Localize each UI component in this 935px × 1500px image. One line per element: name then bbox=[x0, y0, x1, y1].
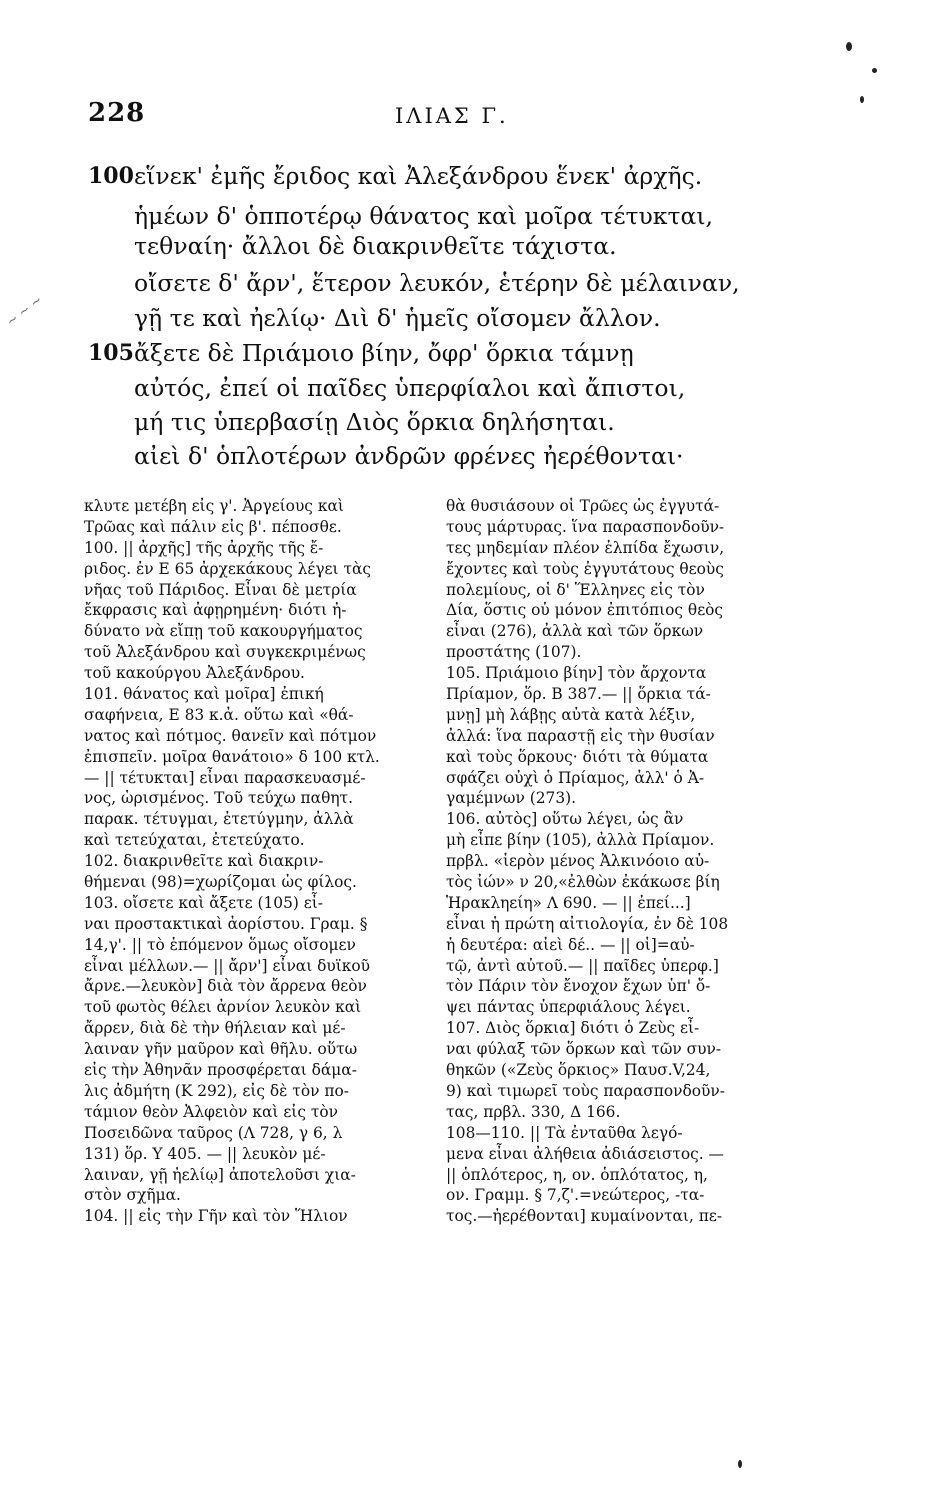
commentary-line: τας, πρβλ. 330, Δ 166. bbox=[446, 1102, 621, 1121]
commentary-line: θήμεναι (98)=χωρίζομαι ὡς φίλος. bbox=[84, 873, 357, 892]
verse-text: ἡμέων δ' ὁπποτέρῳ θάνατος καὶ μοῖρα τέτυκται, bbox=[134, 202, 714, 230]
verse-number: 100 bbox=[88, 163, 134, 189]
commentary-line: ριδος. ἐν Ε 65 ἀρχεκάκους λέγει τὰς bbox=[84, 559, 371, 578]
commentary-line: 131) ὅρ. Υ 405. — || λευκὸν μέ- bbox=[84, 1144, 326, 1163]
commentary-line: ἔχοντες καὶ τοὺς ἐγγυτάτους θεοὺς bbox=[446, 559, 724, 578]
commentary-line: εἰς τὴν Ἀθηνᾶν προσφέρεται δάμα- bbox=[84, 1061, 357, 1080]
verse-text: αὐτός, ἐπεί οἱ παῖδες ὑπερφίαλοι καὶ ἄπιστοι, bbox=[134, 374, 686, 402]
commentary-line: τους μάρτυρας. ἵνα παρασπονδοῦν- bbox=[446, 517, 725, 536]
commentary-line: τὸς ἰών» ν 20,«ἐλθὼν ἐκάκωσε βίη bbox=[446, 873, 720, 892]
commentary-line: τοῦ κακούργου Ἀλεξάνδρου. bbox=[84, 664, 305, 683]
commentary-line: γαμέμνων (273). bbox=[446, 789, 577, 808]
commentary-line: προστάτης (107). bbox=[446, 643, 582, 662]
commentary-line: 105. Πριάμοιο βίην] τὸν ἄρχοντα bbox=[446, 664, 707, 683]
commentary-line: λαιναν γῆν μαῦρον καὶ θῆλυ. οὕτω bbox=[84, 1040, 358, 1059]
commentary-line: παρακ. τέτυγμαι, ἐτετύγμην, ἀλλὰ bbox=[84, 810, 354, 829]
commentary-line: ἔκφρασις καὶ ἀφῃρημένη· διότι ἠ- bbox=[84, 601, 347, 620]
verse-text: εἵνεκ' ἐμῆς ἔριδος καὶ Ἀλεξάνδρου ἕνεκ' ἀρχῆς. bbox=[134, 162, 703, 190]
verse-text: οἴσετε δ' ἄρν', ἕτερον λευκόν, ἑτέρην δὲ μέλαιναν, bbox=[134, 269, 740, 297]
commentary-line: νῆας τοῦ Πάριδος. Εἶναι δὲ μετρία bbox=[84, 580, 357, 599]
commentary-line: σαφήνεια, Ε 83 κ.ἀ. οὕτω καὶ «θά- bbox=[84, 705, 354, 724]
commentary-line: Πρίαμον, ὅρ. Β 387.— || ὅρκια τά- bbox=[446, 685, 711, 704]
commentary-line: || ὁπλότερος, η, ον. ὁπλότατος, η, bbox=[446, 1165, 708, 1184]
commentary-line: 107. Διὸς ὅρκια] διότι ὁ Ζεὺς εἶ- bbox=[446, 1019, 700, 1038]
commentary-line: 102. διακρινθεῖτε καὶ διακριν- bbox=[84, 852, 324, 871]
commentary-line: μὴ εἶπε βίην (105), ἀλλὰ Πρίαμον. bbox=[446, 831, 715, 850]
commentary-line: τὸν Πάριν τὸν ἔνοχον ἔχων ὑπ' ὄ- bbox=[446, 977, 711, 996]
commentary-line: Τρῶας καὶ πάλιν εἰς β'. πέποσθε. bbox=[84, 517, 342, 536]
commentary-right-column bbox=[446, 496, 792, 1227]
commentary-line: ἀλλά: ἵνα παραστῇ εἰς τὴν θυσίαν bbox=[446, 726, 715, 745]
commentary-line: μενα εἶναι ἀλήθεια ἀδιάσειστος. — bbox=[446, 1144, 724, 1163]
commentary-line: καὶ τοὺς ὅρκους· διότι τὰ θύματα bbox=[446, 747, 709, 766]
verse-line bbox=[0, 263, 820, 303]
commentary-line: κλυτε μετέβη εἰς γ'. Ἀργείους καὶ bbox=[84, 497, 344, 515]
commentary-line: Δία, ὅστις οὐ μόνον ἐπιτόπιος θεὸς bbox=[446, 601, 724, 620]
commentary-line: 101. θάνατος καὶ μοῖρα] ἐπική bbox=[84, 685, 324, 704]
commentary-line: ψει πάντας ὑπερφιάλους λέγει. bbox=[446, 998, 691, 1017]
verse-text: γῇ τε καὶ ἠελίῳ· Διὶ δ' ἡμεῖς οἴσομεν ἄλλον. bbox=[134, 304, 661, 332]
commentary-line: καὶ τετεύχαται, ἐτετεύχατο. bbox=[84, 831, 305, 850]
verse-line bbox=[0, 226, 820, 266]
commentary-line: 106. αὐτὸς] οὕτω λέγει, ὡς ἂν bbox=[446, 810, 684, 829]
verse-text: τεθναίη· ἄλλοι δὲ διακρινθεῖτε τάχιστα. bbox=[134, 232, 617, 260]
commentary-line: 103. οἴσετε καὶ ἄξετε (105) εἶ- bbox=[84, 893, 323, 912]
commentary-line: τοῦ Ἀλεξάνδρου καὶ συγκεκριμένως bbox=[84, 643, 366, 662]
commentary-line: ἐπισπεῖν. μοῖρα θανάτοιο» δ 100 κτλ. bbox=[84, 747, 380, 766]
verse-text: μή τις ὑπερβασίῃ Διὸς ὅρκια δηλήσηται. bbox=[134, 408, 615, 436]
commentary-line: ναι φύλαξ τῶν ὅρκων καὶ τῶν συν- bbox=[446, 1040, 722, 1059]
commentary-line: τάμιον θεὸν Ἀλφειὸν καὶ εἰς τὸν bbox=[84, 1102, 338, 1121]
commentary-line: ἡ δευτέρα: αἰεὶ δέ.. — || οἱ]=αὐ- bbox=[446, 935, 695, 954]
commentary-line: 100. || ἀρχῆς] τῆς ἀρχῆς τῆς ἔ- bbox=[84, 538, 324, 557]
commentary-line: νος, ὡρισμένος. Τοῦ τεύχω παθητ. bbox=[84, 789, 353, 808]
commentary-line: νατος καὶ πότμος. θανεῖν καὶ πότμον bbox=[84, 726, 377, 745]
verse-text: αἰεὶ δ' ὁπλοτέρων ἀνδρῶν φρένες ἠερέθονται· bbox=[134, 442, 684, 470]
verse-text: ἄξετε δὲ Πριάμοιο βίην, ὄφρ' ὅρκια τάμνῃ bbox=[134, 339, 634, 367]
commentary-line: πρβλ. «ἱερὸν μένος Ἀλκινόοιο αὐ- bbox=[446, 852, 710, 871]
verse-line bbox=[0, 333, 820, 373]
commentary-line: λις ἀδμήτη (Κ 292), εἰς δὲ τὸν πο- bbox=[84, 1081, 349, 1100]
commentary-line: Ἡρακληείη» Λ 690. — || ἐπεί...] bbox=[446, 893, 691, 912]
commentary-line: δύνατο νὰ εἴπῃ τοῦ κακουργήματος bbox=[84, 622, 363, 641]
commentary-line: λαιναν, γῇ ἠελίῳ] ἀποτελοῦσι χια- bbox=[84, 1165, 356, 1184]
commentary-left-column bbox=[84, 496, 420, 1227]
commentary-line: τες μηδεμίαν πλέον ἐλπίδα ἔχωσιν, bbox=[446, 538, 725, 557]
commentary-line: 9) καὶ τιμωρεῖ τοὺς παρασπονδοῦν- bbox=[446, 1081, 725, 1100]
commentary-line: — || τέτυκται] εἶναι παρασκευασμέ- bbox=[84, 768, 366, 787]
commentary-line: εἶναι (276), ἀλλὰ καὶ τῶν ὅρκων bbox=[446, 622, 704, 641]
verse-line bbox=[0, 156, 820, 196]
commentary-line: Ποσειδῶνα ταῦρος (Λ 728, γ 6, λ bbox=[84, 1123, 343, 1142]
page-number: 228 bbox=[88, 98, 146, 128]
verse-line bbox=[0, 436, 820, 476]
commentary-line: θηκῶν («Ζεὺς ὅρκιος» Παυσ.V,24, bbox=[446, 1061, 711, 1080]
commentary-line: σφάζει οὐχὶ ὁ Πρίαμος, ἀλλ' ὁ Ἀ- bbox=[446, 768, 705, 787]
page-speck bbox=[846, 42, 852, 51]
commentary-line: πολεμίους, οἱ δ' Ἕλληνες εἰς τὸν bbox=[446, 580, 705, 599]
page-speck bbox=[860, 96, 864, 103]
commentary-line: ἄρνε.—λευκὸν] διὰ τὸν ἄρρενα θεὸν bbox=[84, 977, 367, 996]
page-speck bbox=[738, 1460, 742, 1468]
running-title: ΙΛΙΑΣ Γ. bbox=[395, 104, 509, 128]
commentary-line: ἄρρεν, διὰ δὲ τὴν θήλειαν καὶ μέ- bbox=[84, 1019, 346, 1038]
commentary-line: εἶναι μέλλων.— || ἄρν'] εἶναι δυϊκοῦ bbox=[84, 956, 371, 975]
commentary-line: στὸν σχῆμα. bbox=[84, 1186, 181, 1205]
handwritten-margin-note: ~ ~ ~ bbox=[4, 292, 46, 330]
commentary-line: 14,γ'. || τὸ ἑπόμενον ὅμως οἴσομεν bbox=[84, 935, 356, 954]
page-speck bbox=[872, 68, 877, 73]
commentary-line: τος.—ἠερέθονται] κυμαίνονται, πε- bbox=[446, 1207, 723, 1226]
commentary-line: τῷ, ἀντὶ αὐτοῦ.— || παῖδες ὑπερφ.] bbox=[446, 956, 719, 975]
commentary-line: τοῦ φωτὸς θέλει ἀρνίον λευκὸν καὶ bbox=[84, 998, 362, 1017]
commentary-line: μνῃ] μὴ λάβῃς αὐτὰ κατὰ λέξιν, bbox=[446, 705, 696, 724]
commentary-line: 108—110. || Τὰ ἐνταῦθα λεγό- bbox=[446, 1123, 683, 1142]
commentary-line: ναι προστακτικαὶ ἀορίστου. Γραμ. § bbox=[84, 914, 368, 933]
verse-line bbox=[0, 298, 820, 338]
commentary-line: 104. || εἰς τὴν Γῆν καὶ τὸν Ἥλιον bbox=[84, 1207, 348, 1226]
commentary-line: εἶναι ἡ πρώτη αἰτιολογία, ἐν δὲ 108 bbox=[446, 914, 729, 933]
commentary-line: θὰ θυσιάσουν οἱ Τρῶες ὡς ἐγγυτά- bbox=[446, 497, 720, 515]
commentary-line: ον. Γραμμ. § 7,ζ'.=νεώτερος, -τα- bbox=[446, 1186, 705, 1205]
verse-number: 105 bbox=[88, 340, 134, 366]
